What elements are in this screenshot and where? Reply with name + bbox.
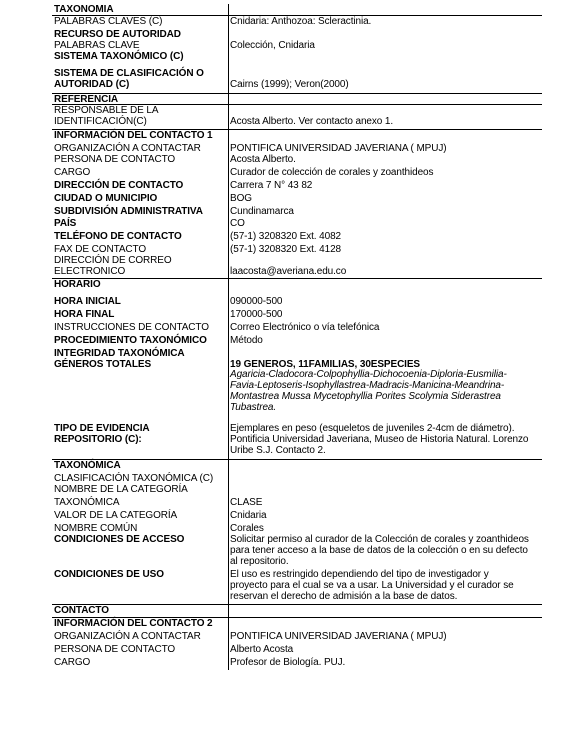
- table-row: [52, 434, 542, 460]
- table-row: [52, 348, 542, 359]
- field-value: Cundinamarca: [230, 206, 294, 217]
- field-label: CONTACTO: [54, 605, 109, 616]
- table-row: [52, 523, 542, 534]
- field-value: (57-1) 3208320 Ext. 4128: [230, 244, 342, 255]
- field-label: NOMBRE DE LA CATEGORÍA: [54, 484, 188, 495]
- field-label: SISTEMA TAXONÓMICO (C): [54, 51, 184, 62]
- table-row: [52, 68, 542, 94]
- table-row: [52, 423, 542, 434]
- table-row: [52, 473, 542, 484]
- table-row: [52, 29, 542, 40]
- field-value: Ejemplares en peso (esqueletos de juveniles 2-4cm de diámetro).: [230, 423, 515, 434]
- table-row: [52, 167, 542, 180]
- table-row: [52, 484, 542, 497]
- table-row: [52, 279, 542, 296]
- field-label: INTEGRIDAD TAXONÓMICA: [54, 348, 185, 359]
- field-value: Solicitar permiso al curador de la Colección de corales y zoanthideos para tener acceso a la base de datos de la colección o en su defecto al repositorio.: [230, 534, 529, 567]
- table-row: [52, 231, 542, 244]
- field-value: Corales: [230, 523, 264, 534]
- field-value: Agaricia-Cladocora-Colpophyllia-Dichocoenia-Diploria-Eusmilia- Favia-Leptoseris-Isophyllastrea-Madracis-Manicina-Meandrina- Montastrea Mussa Mycetophyllia Porites Scolymia Siderastrea Tubastrea.: [230, 369, 507, 413]
- field-label: CONDICIONES DE ACCESO: [54, 534, 185, 545]
- table-row: [52, 130, 542, 143]
- table-row: [52, 631, 542, 644]
- table-row: [52, 569, 542, 605]
- field-value: Método: [230, 335, 263, 346]
- table-row: [52, 510, 542, 523]
- table-row: [52, 16, 542, 29]
- field-value: Acosta Alberto.: [230, 154, 296, 165]
- table-row: [52, 309, 542, 322]
- field-value: 090000-500: [230, 296, 283, 307]
- field-value: (57-1) 3208320 Ext. 4082: [230, 231, 342, 242]
- table-row: [52, 180, 542, 193]
- field-value: PONTIFICA UNIVERSIDAD JAVERIANA ( MPUJ): [230, 143, 447, 154]
- table-row: [52, 206, 542, 218]
- field-label: TAXONÓMICA: [54, 497, 120, 508]
- field-value: PONTIFICA UNIVERSIDAD JAVERIANA ( MPUJ): [230, 631, 447, 642]
- field-label: SISTEMA DE CLASIFICACIÓN O AUTORIDAD (C): [54, 68, 204, 90]
- table-row: [52, 296, 542, 309]
- field-label: DIRECCIÓN DE CORREO ELECTRONICO: [54, 255, 172, 277]
- table-row: [52, 460, 542, 473]
- field-value: laacosta@averiana.edu.co: [230, 266, 347, 277]
- field-label: RESPONSABLE DE LA IDENTIFICACIÓN(C): [54, 105, 159, 127]
- field-label: CARGO: [54, 167, 91, 178]
- field-label: NOMBRE COMÚN: [54, 523, 138, 534]
- field-label: VALOR DE LA CATEGORÍA: [54, 510, 178, 521]
- table-row: [52, 105, 542, 130]
- field-value: Carrera 7 N° 43 82: [230, 180, 313, 191]
- field-label: HORA INICIAL: [54, 296, 121, 307]
- field-value: BOG: [230, 193, 252, 204]
- table-row: [52, 534, 542, 569]
- table-row: [52, 40, 542, 51]
- field-label: FAX DE CONTACTO: [54, 244, 147, 255]
- table-row: [52, 51, 542, 68]
- field-label: PALABRAS CLAVE: [54, 40, 140, 51]
- table-row: [52, 644, 542, 657]
- table-row: [52, 193, 542, 206]
- field-value: Curador de colección de corales y zoanthideos: [230, 167, 434, 178]
- field-label: TAXONOMIA: [54, 4, 114, 15]
- field-label: HORARIO: [54, 279, 101, 290]
- document-table: [52, 4, 542, 670]
- field-label: PAÍS: [54, 218, 77, 229]
- field-label: INFORMACIÓN DEL CONTACTO 2: [54, 618, 213, 629]
- table-row: [52, 618, 542, 631]
- field-label: SUBDIVISIÓN ADMINISTRATIVA: [54, 206, 203, 217]
- field-label: CLASIFICACIÓN TAXONÓMICA (C): [54, 473, 214, 484]
- field-label: PERSONA DE CONTACTO: [54, 154, 176, 165]
- table-row: [52, 255, 542, 279]
- table-row: [52, 154, 542, 167]
- field-value: 19 GENEROS, 11FAMILIAS, 30ESPECIES: [230, 359, 421, 370]
- field-label: TAXONÓMICA: [54, 460, 121, 471]
- table-row: [52, 244, 542, 255]
- field-label: PALABRAS CLAVES (C): [54, 16, 163, 27]
- field-label: RECURSO DE AUTORIDAD: [54, 29, 181, 40]
- field-label: REFERENCIA: [54, 94, 119, 105]
- field-label: CONDICIONES DE USO: [54, 569, 164, 580]
- field-value: El uso es restringido dependiendo del tipo de investigador y proyecto para el cual se va a usar. La Universidad y el curador se reservan el derecho de admisión a la base de datos.: [230, 569, 514, 602]
- field-value: Pontificia Universidad Javeriana, Museo de Historia Natural. Lorenzo Uribe S.J. Contacto 2.: [230, 434, 529, 456]
- field-value: CO: [230, 218, 245, 229]
- field-label: CIUDAD O MUNICIPIO: [54, 193, 158, 204]
- field-value: Profesor de Biología. PUJ.: [230, 657, 346, 668]
- field-value: Alberto Acosta: [230, 644, 294, 655]
- field-label: PROCEDIMIENTO TAXONÓMICO: [54, 335, 207, 346]
- field-value: Cairns (1999); Veron(2000): [230, 79, 349, 90]
- field-value: Colección, Cnidaria: [230, 40, 315, 51]
- field-label: TELÉFONO DE CONTACTO: [54, 231, 182, 242]
- table-row: [52, 143, 542, 154]
- field-label: HORA FINAL: [54, 309, 115, 320]
- field-value: CLASE: [230, 497, 263, 508]
- field-label: CARGO: [54, 657, 91, 668]
- field-label: DIRECCIÓN DE CONTACTO: [54, 180, 184, 191]
- table-row: [52, 497, 542, 510]
- field-value: Correo Electrónico o vía telefónica: [230, 322, 380, 333]
- table-row: [52, 335, 542, 348]
- field-label: GÉNEROS TOTALES: [54, 359, 152, 370]
- field-value: Acosta Alberto. Ver contacto anexo 1.: [230, 116, 394, 127]
- field-label: ORGANIZACIÓN A CONTACTAR: [54, 143, 201, 154]
- table-row: [52, 359, 542, 369]
- field-value: Cnidaria: Anthozoa: Scleractinia.: [230, 16, 372, 27]
- field-label: ORGANIZACIÓN A CONTACTAR: [54, 631, 201, 642]
- table-row: [52, 218, 542, 231]
- field-label: INSTRUCCIONES DE CONTACTO: [54, 322, 209, 333]
- table-row: [52, 657, 542, 670]
- field-label: REPOSITORIO (C):: [54, 434, 142, 445]
- table-row: [52, 322, 542, 335]
- table-row: [52, 369, 542, 423]
- field-label: INFORMACIÓN DEL CONTACTO 1: [54, 130, 213, 141]
- field-value: Cnidaria: [230, 510, 267, 521]
- field-label: PERSONA DE CONTACTO: [54, 644, 176, 655]
- field-value: 170000-500: [230, 309, 283, 320]
- field-label: TIPO DE EVIDENCIA: [54, 423, 150, 434]
